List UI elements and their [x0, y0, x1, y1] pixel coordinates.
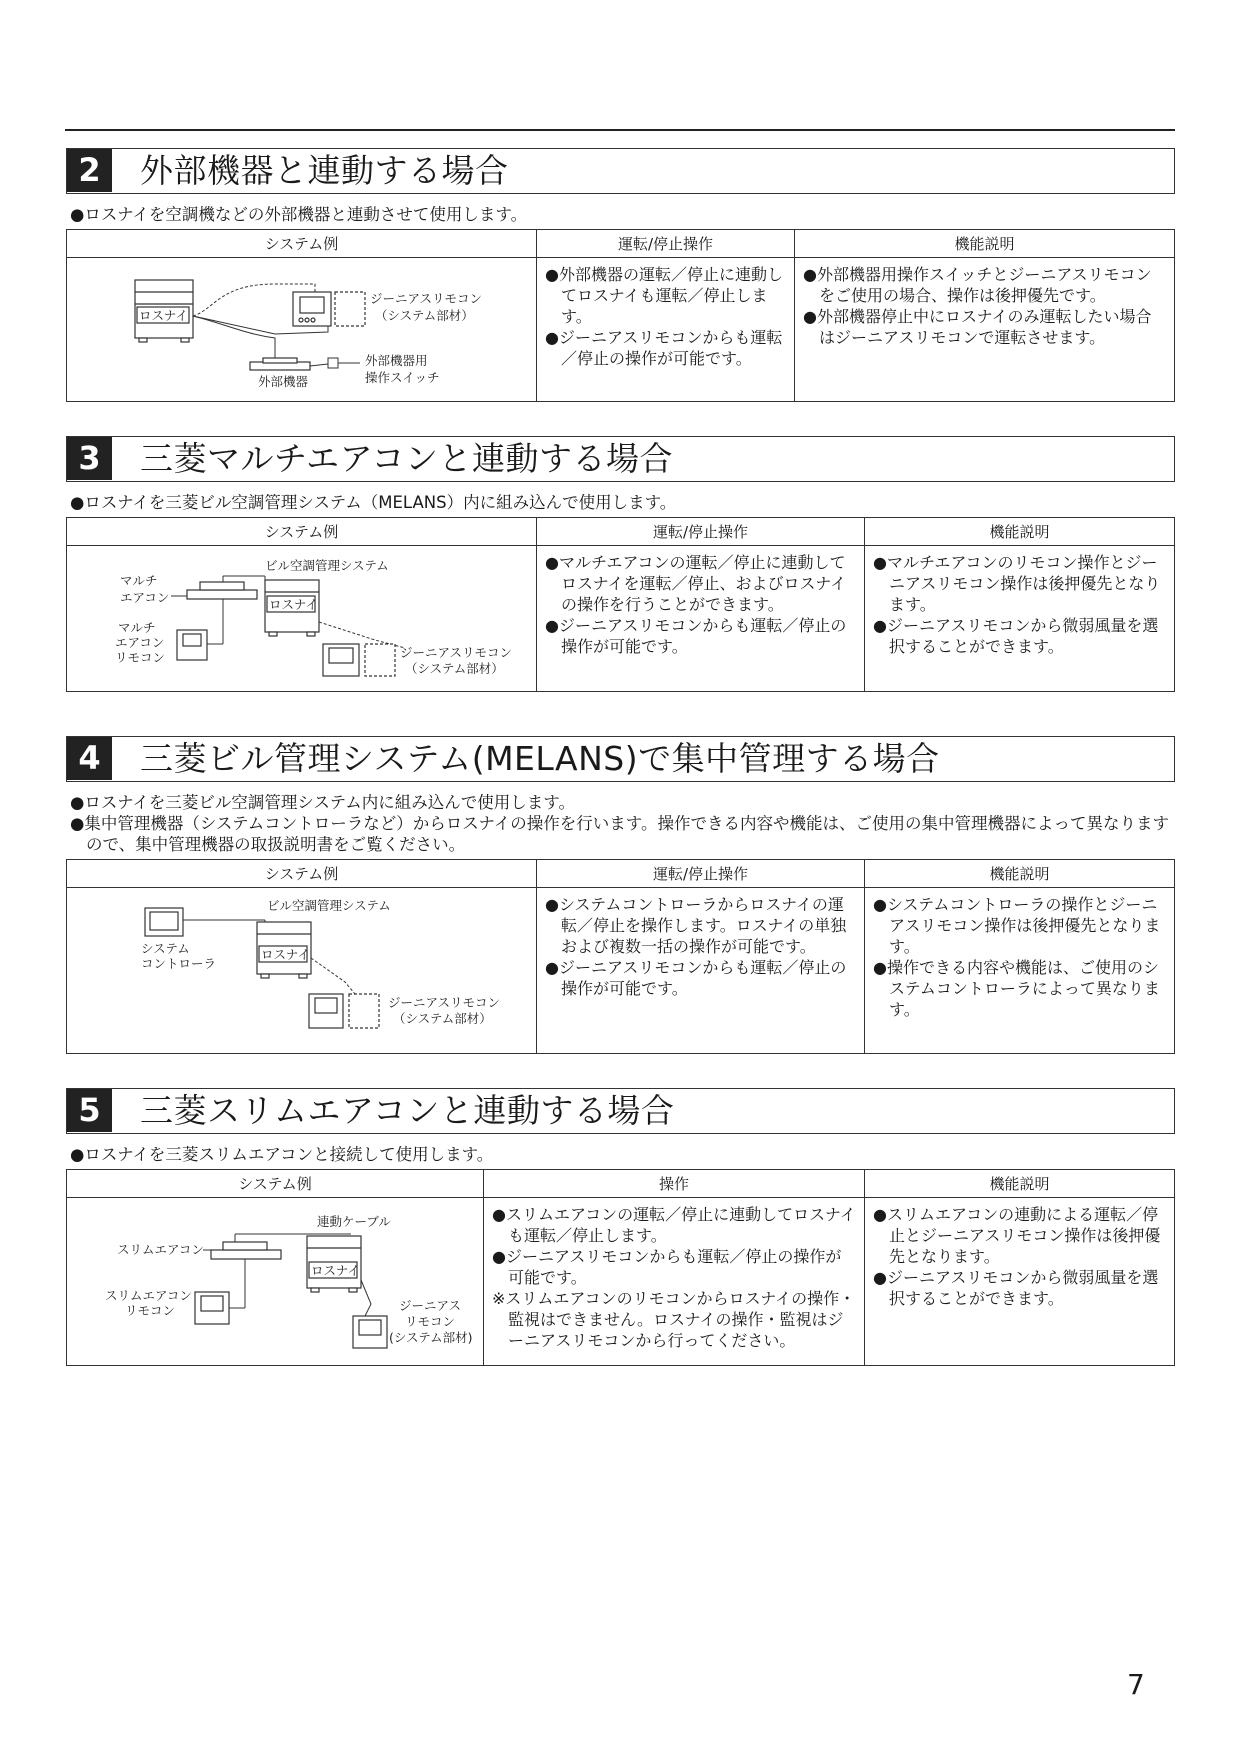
genius-label-1: ジーニアス: [399, 1298, 462, 1313]
external-device-label: 外部機器: [258, 374, 309, 389]
function-item: ●操作できる内容や機能は、ご使用のシステムコントローラによって異なります。: [873, 958, 1160, 1019]
section-title: 外部機器と連動する場合: [140, 151, 509, 190]
header-operation: 操作: [484, 1170, 865, 1198]
operation-cell: [484, 1198, 865, 1366]
header-operation: 運転/停止操作: [537, 860, 865, 888]
lossnay-label: ロスナイ: [311, 1263, 360, 1278]
top-rule: [65, 129, 1175, 131]
genius-label-2: リモコン: [405, 1314, 456, 1329]
intro-line: ●集中管理機器（システムコントローラなど）からロスナイの操作を行います。操作できる内容や機能は、ご使用の集中管理機器によって異なりますので、集中管理機器の取扱説明書をご覧ください。: [70, 814, 1169, 854]
function-item: ●ジーニアスリモコンから微弱風量を選択することができます。: [873, 616, 1159, 656]
lossnay-label: ロスナイ: [139, 308, 188, 323]
system-part-label: （システム部材）: [375, 308, 474, 323]
operation-note: ※スリムエアコンのリモコンからロスナイの操作・監視はできません。ロスナイの操作・監視はジーニアスリモコンから行ってください。: [492, 1289, 856, 1350]
intro-line: ●ロスナイを三菱スリムエアコンと接続して使用します。: [70, 1145, 494, 1164]
system-diagram-cell: [67, 888, 537, 1054]
operation-item: ●ジーニアスリモコンからも運転／停止の操作が可能です。: [492, 1247, 842, 1287]
section-3: [66, 436, 1175, 692]
section-intro: [70, 1144, 1175, 1165]
lossnay-label: ロスナイ: [269, 597, 318, 612]
system-controller-icon: [145, 908, 183, 936]
link-cable-label: 連動ケーブル: [317, 1214, 391, 1229]
operation-item: ●システムコントローラからロスナイの運転／停止を操作します。ロスナイの単独および複数一括の操作が可能です。: [545, 895, 847, 956]
section-number: 2: [67, 149, 112, 192]
header-system-example: システム例: [67, 518, 537, 546]
header-function: 機能説明: [795, 230, 1175, 258]
function-item: ●マルチエアコンのリモコン操作とジーニアスリモコン操作は後押優先となります。: [873, 553, 1161, 614]
system-diagram: [75, 1204, 492, 1354]
system-table: [66, 229, 1175, 402]
header-system-example: システム例: [67, 230, 537, 258]
function-cell: [865, 1198, 1175, 1366]
header-operation: 運転/停止操作: [537, 518, 865, 546]
genius-remote-icon: [353, 1316, 387, 1348]
section-header: [66, 1088, 1175, 1134]
header-function: 機能説明: [865, 860, 1175, 888]
header-operation: 運転/停止操作: [537, 230, 795, 258]
system-table: [66, 517, 1175, 692]
intro-line: ●ロスナイを三菱ビル空調管理システム（MELANS）内に組み込んで使用します。: [70, 493, 677, 512]
slim-aircon-icon: [211, 1242, 281, 1259]
operation-cell: [537, 258, 795, 402]
system-table: [66, 859, 1175, 1054]
header-function: 機能説明: [865, 1170, 1175, 1198]
section-number: 3: [67, 437, 112, 480]
operation-cell: [537, 546, 865, 692]
system-diagram-cell: [67, 546, 537, 692]
switch-label-1: 外部機器用: [365, 353, 428, 368]
multi-aircon-icon: [187, 582, 257, 599]
building-system-label: ビル空調管理システム: [265, 558, 389, 573]
intro-line: ●ロスナイを空調機などの外部機器と連動させて使用します。: [70, 205, 528, 224]
multi-aircon-label-1: マルチ: [120, 573, 158, 588]
multi-remote-label-2: エアコン: [115, 635, 165, 650]
multi-remote-icon: [177, 630, 207, 660]
operation-item: ●ジーニアスリモコンからも運転／停止の操作が可能です。: [545, 958, 847, 998]
header-system-example: システム例: [67, 860, 537, 888]
section-title: 三菱ビル管理システム(MELANS)で集中管理する場合: [140, 739, 940, 778]
operation-item: ●ジーニアスリモコンからも運転／停止の操作が可能です。: [545, 616, 847, 656]
section-number: 5: [67, 1089, 112, 1132]
operation-item: ●スリムエアコンの運転／停止に連動してロスナイも運転／停止します。: [492, 1205, 856, 1245]
genius-remote-icon: [323, 644, 395, 676]
multi-aircon-label-2: エアコン: [120, 590, 170, 605]
section-intro: [70, 492, 1175, 513]
section-title: 三菱マルチエアコンと連動する場合: [140, 439, 674, 478]
multi-remote-label-3: リモコン: [115, 650, 166, 665]
function-item: ●スリムエアコンの連動による運転／停止とジーニアスリモコン操作は後押優先となります。: [873, 1205, 1161, 1266]
section-intro: [70, 792, 1175, 855]
function-item: ●外部機器停止中にロスナイのみ運転したい場合はジーニアスリモコンで運転させます。: [803, 307, 1152, 347]
operation-item: ●外部機器の運転／停止に連動してロスナイも運転／停止します。: [545, 265, 783, 326]
function-cell: [865, 888, 1175, 1054]
switch-label-2: 操作スイッチ: [365, 370, 440, 385]
slim-remote-icon: [195, 1292, 229, 1324]
system-part-label: （システム部材）: [393, 1011, 492, 1026]
switch-icon: [328, 358, 338, 368]
section-title: 三菱スリムエアコンと連動する場合: [140, 1091, 675, 1130]
section-5: [66, 1088, 1175, 1366]
multi-remote-label-1: マルチ: [118, 620, 156, 635]
section-intro: [70, 204, 1175, 225]
section-number: 4: [67, 737, 112, 780]
intro-line: ●ロスナイを三菱ビル空調管理システム内に組み込んで使用します。: [70, 793, 575, 812]
section-4: [66, 736, 1175, 1054]
lossnay-label: ロスナイ: [261, 947, 310, 962]
genius-remote-label: ジーニアスリモコン: [388, 995, 501, 1010]
section-2: [66, 148, 1175, 402]
header-system-example: システム例: [67, 1170, 484, 1198]
function-item: ●システムコントローラの操作とジーニアスリモコン操作は後押優先となります。: [873, 895, 1161, 956]
system-diagram: [75, 552, 545, 680]
section-header: [66, 148, 1175, 194]
genius-remote-icon: [293, 292, 365, 326]
operation-item: ●ジーニアスリモコンからも運転／停止の操作が可能です。: [545, 328, 783, 368]
genius-remote-label: ジーニアスリモコン: [370, 291, 483, 306]
function-item: ●ジーニアスリモコンから微弱風量を選択することができます。: [873, 1268, 1159, 1308]
system-diagram: [75, 264, 545, 390]
system-diagram-cell: [67, 1198, 484, 1366]
section-header: [66, 436, 1175, 482]
operation-item: ●マルチエアコンの運転／停止に連動してロスナイを運転／停止、およびロスナイの操作を行うことができます。: [545, 553, 847, 614]
external-device-icon: [250, 358, 310, 370]
function-cell: [865, 546, 1175, 692]
slim-remote-label-2: リモコン: [125, 1303, 176, 1318]
slim-remote-label-1: スリムエアコン: [105, 1288, 192, 1303]
genius-remote-icon: [309, 994, 379, 1028]
system-controller-label-1: システム: [141, 941, 190, 956]
genius-remote-label: ジーニアスリモコン: [400, 645, 513, 660]
page-number: 7: [1127, 1668, 1145, 1701]
slim-aircon-label: スリムエアコン: [117, 1242, 204, 1257]
system-diagram-cell: [67, 258, 537, 402]
system-diagram: [75, 894, 545, 1042]
function-cell: [795, 258, 1175, 402]
system-part-label: （システム部材）: [405, 661, 504, 676]
header-function: 機能説明: [865, 518, 1175, 546]
building-system-label: ビル空調管理システム: [267, 898, 391, 913]
operation-cell: [537, 888, 865, 1054]
genius-label-3: (システム部材): [389, 1330, 473, 1345]
section-header: [66, 736, 1175, 782]
system-table: [66, 1169, 1175, 1366]
function-item: ●外部機器用操作スイッチとジーニアスリモコンをご使用の場合、操作は後押優先です。: [803, 265, 1152, 305]
system-controller-label-2: コントローラ: [141, 956, 217, 971]
